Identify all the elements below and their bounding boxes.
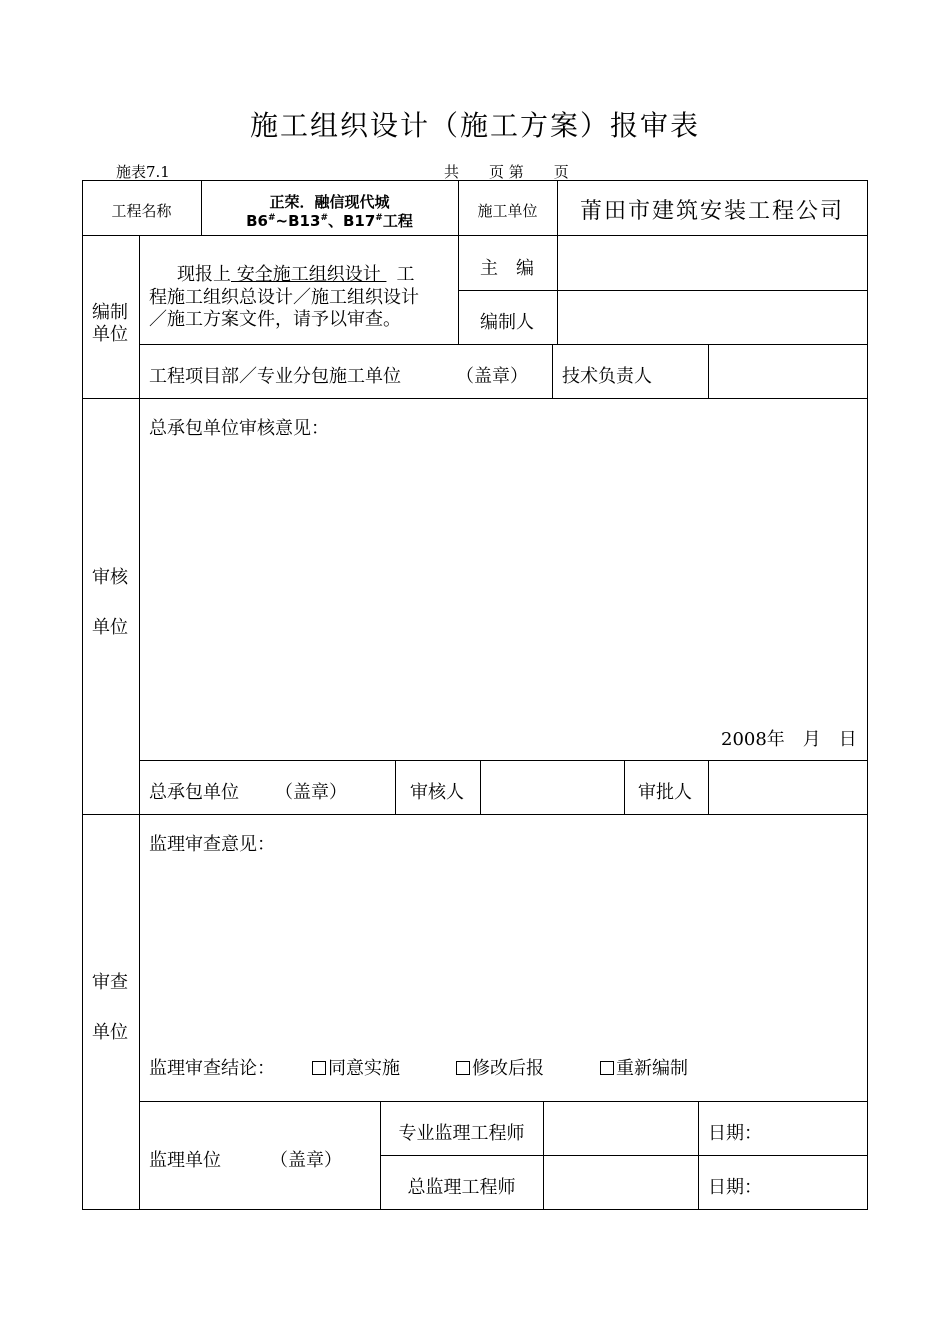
- builder-value: 莆田市建筑安装工程公司: [579, 199, 844, 224]
- approver-label: 审批人: [638, 782, 692, 803]
- checkbox-redo[interactable]: [600, 1061, 614, 1075]
- dept-label: 工程项目部／专业分包施工单位: [149, 366, 401, 387]
- contractor-label: 总承包单位: [149, 782, 239, 803]
- chief-editor-label: 主 编: [480, 258, 534, 279]
- tech-lead-label: 技术负责人: [562, 366, 652, 387]
- option-approve[interactable]: 同意实施: [312, 1054, 400, 1080]
- checkbox-revise[interactable]: [456, 1061, 470, 1075]
- supervision-section-label-2: 单位: [92, 1022, 128, 1043]
- page-count: 共 页 第 页: [444, 163, 569, 181]
- supervision-seal-label: （盖章）: [270, 1150, 342, 1171]
- compile-text-line3: ／施工方案文件，请予以审查。: [149, 309, 401, 330]
- date-label-1: 日期：: [708, 1123, 762, 1144]
- compile-section-label-2: 单位: [92, 324, 128, 345]
- conclusion-label: 监理审查结论：: [149, 1058, 275, 1079]
- editor-label: 编制人: [480, 312, 534, 333]
- form-number: 施表7.1: [116, 163, 170, 181]
- specialist-engineer-label: 专业监理工程师: [398, 1123, 525, 1144]
- project-name-line1: 正荣．融信现代城: [269, 193, 390, 211]
- review-section-label-1: 审核: [92, 567, 128, 588]
- reviewer-label: 审核人: [410, 782, 464, 803]
- builder-label: 施工单位: [477, 202, 538, 220]
- chief-engineer-label: 总监理工程师: [407, 1177, 516, 1198]
- compile-section-label-1: 编制: [92, 302, 128, 323]
- review-date: 2008年 月 日: [721, 729, 857, 750]
- page-title: 施工组织设计（施工方案）报审表: [249, 109, 700, 142]
- compile-seal-label: （盖章）: [456, 366, 528, 387]
- review-section-label-2: 单位: [92, 617, 128, 638]
- project-name-line2: B6#~B13#、B17#工程: [246, 212, 413, 230]
- supervision-unit-label: 监理单位: [149, 1150, 221, 1171]
- review-seal-label: （盖章）: [275, 782, 347, 803]
- supervision-section-label-1: 审查: [92, 972, 128, 993]
- checkbox-approve[interactable]: [312, 1061, 326, 1075]
- compile-text-line1: 现报上 安全施工组织设计 工: [177, 264, 415, 285]
- compile-text-line2: 程施工组织总设计／施工组织设计: [149, 287, 419, 308]
- project-name-label: 工程名称: [111, 202, 172, 220]
- review-opinion-label: 总承包单位审核意见：: [149, 418, 329, 439]
- date-label-2: 日期：: [708, 1177, 762, 1198]
- option-redo[interactable]: 重新编制: [600, 1054, 688, 1080]
- option-revise[interactable]: 修改后报: [456, 1054, 544, 1080]
- plan-name-fill: 安全施工组织设计: [231, 264, 387, 285]
- supervision-opinion-label: 监理审查意见：: [149, 834, 275, 855]
